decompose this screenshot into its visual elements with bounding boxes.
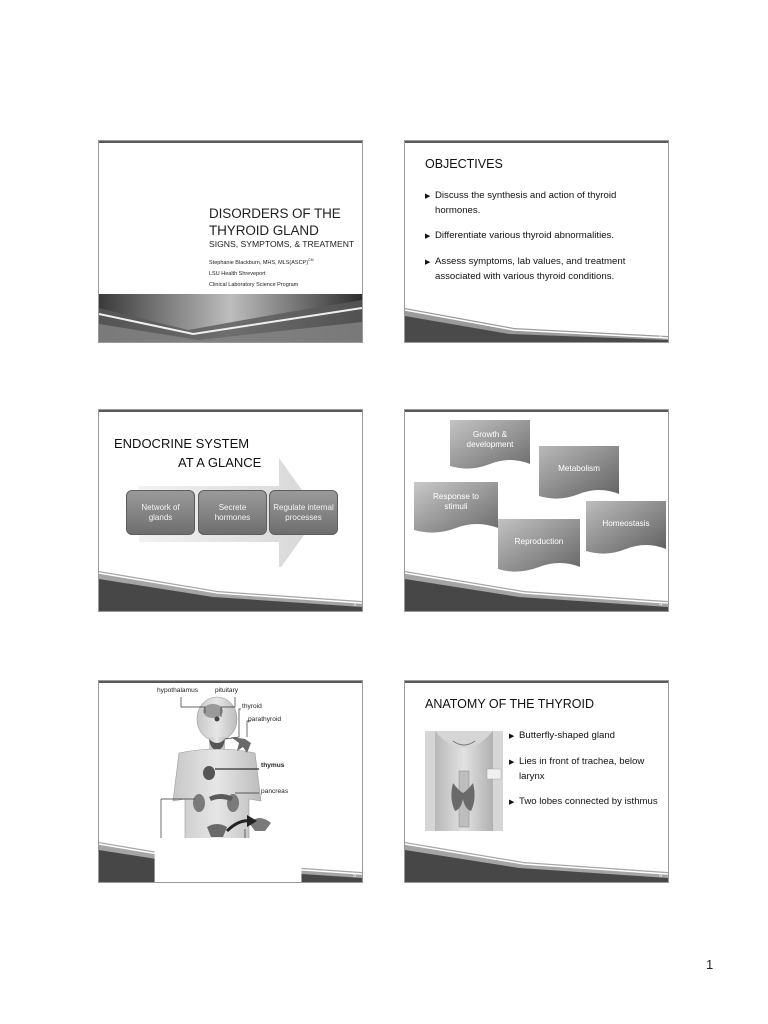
list-item: [425, 255, 663, 284]
slide-footer-swoosh: [405, 838, 668, 882]
slide-number: 5: [353, 873, 356, 879]
slide-objectives: [404, 140, 669, 343]
bullet-arrow-icon: ▶: [425, 259, 431, 266]
bullet-arrow-icon: ▶: [509, 733, 515, 740]
card-label: Response to stimuli: [433, 492, 479, 511]
slide-functions: [404, 409, 669, 612]
list-item: [509, 795, 659, 810]
card-label: Growth & development: [466, 430, 514, 449]
affiliation-line-1: LSU Health Shreveport: [209, 270, 266, 277]
slide-anatomy: [404, 680, 669, 883]
bullet-arrow-icon: ▶: [509, 759, 515, 766]
slide-footer-swoosh: [99, 838, 362, 882]
author-line: [209, 255, 314, 269]
affiliation-line-2: Clinical Laboratory Science Program: [209, 281, 299, 288]
list-item: [425, 189, 663, 218]
slide2-heading: OBJECTIVES: [425, 157, 503, 171]
slide-number: 2: [659, 333, 662, 339]
function-card-growth: [450, 420, 530, 472]
list-item: [425, 229, 663, 244]
slide-number: 6: [659, 873, 662, 879]
slide6-heading: ANATOMY OF THE THYROID: [425, 697, 595, 711]
slide-endocrine: [98, 409, 363, 612]
neck-thyroid-image: [425, 731, 503, 831]
function-card-homeostasis: [586, 501, 666, 557]
label-hypothalamus: hypothalamus: [157, 687, 199, 694]
slide-top-border: [405, 681, 668, 683]
slide-endocrine-diagram: [98, 680, 363, 883]
bullet-text: Two lobes connected by isthmus: [519, 796, 658, 807]
author-name: Stephanie Blackburn, MHS, MLS(ASCP): [209, 259, 309, 266]
bullet-text: Butterfly-shaped gland: [519, 730, 615, 741]
list-item: [509, 729, 659, 744]
title-line-2: AT A GLANCE: [178, 455, 262, 470]
slide-top-border: [405, 410, 668, 412]
slide-footer-swoosh: [99, 567, 362, 611]
title-line-1: DISORDERS OF THE: [209, 206, 341, 221]
slide-number: 3: [353, 602, 356, 608]
label-thyroid: thyroid: [242, 703, 262, 710]
bullet-text: Assess symptoms, lab values, and treatment associated with various thyroid conditions.: [435, 256, 626, 282]
slide-top-border: [99, 410, 362, 412]
function-card-metabolism: [539, 446, 619, 502]
label-pancreas: pancreas: [261, 788, 289, 795]
objectives-list: [425, 189, 663, 295]
label-parathyroid: parathyroid: [248, 716, 281, 723]
process-box-network: Network of glands: [126, 490, 195, 535]
bullet-arrow-icon: ▶: [509, 799, 515, 806]
process-box-regulate: Regulate internal processes: [269, 490, 338, 535]
slide1-author-block: [209, 255, 314, 291]
anatomy-list: [509, 729, 659, 821]
slide-footer-swoosh: [405, 567, 668, 611]
title-line-2: THYROID GLAND: [209, 223, 319, 238]
bullet-text: Lies in front of trachea, below larynx: [519, 756, 645, 782]
label-thymus: thymus: [261, 762, 285, 769]
slide-title: [98, 140, 363, 343]
process-box-secrete: Secrete hormones: [198, 490, 267, 535]
slide-top-border: [405, 141, 668, 143]
card-label: Reproduction: [514, 537, 564, 546]
bullet-text: Discuss the synthesis and action of thyroid hormones.: [435, 190, 617, 216]
bullet-text: Differentiate various thyroid abnormalities.: [435, 230, 614, 241]
bullet-arrow-icon: ▶: [425, 233, 431, 240]
card-label: Homeostasis: [602, 519, 650, 528]
slide1-title: [209, 205, 341, 239]
bullet-arrow-icon: ▶: [425, 193, 431, 200]
slide-top-border: [99, 141, 362, 143]
slide-footer-swoosh: [99, 294, 362, 342]
list-item: [509, 755, 659, 784]
slide1-subtitle: SIGNS, SYMPTOMS, & TREATMENT: [209, 239, 355, 249]
page-number: 1: [706, 957, 714, 972]
title-line-1: ENDOCRINE SYSTEM: [114, 436, 250, 451]
slide-number: 4: [659, 602, 662, 608]
function-card-response: [414, 482, 498, 536]
label-pituitary: pituitary: [215, 687, 239, 694]
author-suffix: CM: [308, 258, 314, 262]
slide-footer-swoosh: [405, 300, 668, 342]
card-label: Metabolism: [558, 464, 600, 473]
